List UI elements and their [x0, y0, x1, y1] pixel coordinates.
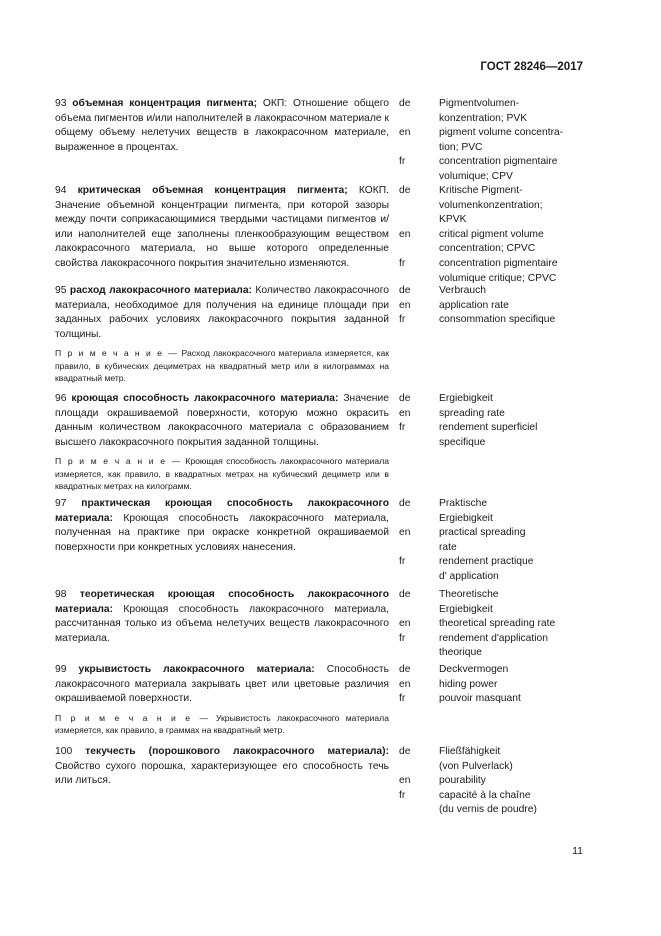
term-name: объемная концентрация пигмента; [72, 98, 258, 109]
equivalent-line [399, 213, 594, 228]
term-number: 100 [55, 746, 73, 757]
language-code [399, 570, 439, 585]
equivalent-term: Kritische Pigment- [439, 185, 523, 196]
term-text: Кроющая способность лакокрасочного материала, рассчитанная только из объема нелетучих веществ лакокрасочного материала. [55, 603, 389, 644]
language-code: de [399, 285, 411, 296]
equivalent-term: application rate [439, 299, 509, 311]
equivalent-line [399, 170, 594, 185]
equivalent-term: consommation specifique [439, 314, 556, 326]
equivalent-line [399, 789, 594, 804]
note-label: П р и м е ч а н и е — [55, 348, 179, 359]
equivalent-term: volumique; CPV [439, 170, 513, 182]
term-number: 95 [55, 285, 67, 296]
note-text: Кроющая способность лакокрасочного материала измеряется, как правило, в квадратных метрах на кубический дециметр или в квадратных метрах на килограмм. [55, 456, 390, 491]
equivalent-term: rendement d'application [439, 632, 549, 644]
term-text: ОКП: Отношение общего объема пигментов и/или наполнителей в лакокрасочном материале к общему объему нелетучих веществ в лакокрасочном материале, выраженное в процентах. [55, 98, 389, 153]
equivalent-term: pouvoir masquant [439, 693, 521, 705]
language-code: en [399, 127, 411, 139]
language-code [399, 141, 439, 156]
equivalent-line [399, 745, 594, 760]
term-number: 99 [55, 664, 67, 675]
equivalent-term: capacité à la chaîne [439, 789, 531, 801]
equivalent-line [399, 299, 594, 314]
term-note [55, 455, 389, 492]
equivalent-line [399, 678, 594, 693]
language-code: fr [399, 422, 406, 434]
term-definition [55, 392, 389, 492]
equivalent-term: hiding power [439, 678, 498, 690]
language-code [399, 603, 439, 618]
term-name: текучесть (порошкового лакокрасочного материала): [85, 746, 389, 757]
equivalent-line [399, 126, 594, 141]
language-code [399, 112, 439, 127]
equivalent-term: critical pigment volume [439, 228, 544, 240]
equivalent-term: Praktische [439, 498, 488, 509]
equivalent-term: concentration; CPVC [439, 243, 536, 255]
equivalent-line [399, 436, 594, 451]
language-code [399, 760, 439, 775]
language-code: fr [399, 156, 406, 168]
language-code: de [399, 664, 411, 675]
language-code: fr [399, 789, 406, 801]
equivalent-term: Ergiebigkeit [439, 603, 493, 615]
equivalent-term: (von Pulverlack) [439, 760, 513, 772]
equivalent-line [399, 526, 594, 541]
language-code: en [399, 527, 411, 539]
equivalent-term: Deckvermogen [439, 664, 509, 675]
equivalent-term: spreading rate [439, 407, 505, 419]
equivalent-line [399, 141, 594, 156]
term-note [55, 347, 389, 384]
language-code [399, 242, 439, 257]
equivalent-term: volumenkonzentration; [439, 199, 543, 211]
equivalent-term: rendement superficiel [439, 422, 538, 434]
language-code [399, 436, 439, 451]
language-code: de [399, 498, 411, 509]
term-number: 98 [55, 589, 67, 600]
equivalent-term: concentration pigmentaire [439, 257, 558, 269]
equivalent-line [399, 284, 594, 299]
term-text: Кроющая способность лакокрасочного материала, полученная на практике при окраске конкретной окрашиваемой поверхности при конкретных условиях нанесения. [55, 512, 389, 553]
term-name: расход лакокрасочного материала: [69, 285, 252, 296]
document-header: ГОСТ 28246—2017 [480, 61, 583, 73]
language-code: fr [399, 556, 406, 568]
language-code: fr [399, 632, 406, 644]
language-code [399, 213, 439, 228]
language-code: de [399, 589, 411, 600]
term-definition [55, 663, 389, 736]
foreign-equivalents [399, 97, 594, 185]
foreign-equivalents [399, 497, 594, 585]
equivalent-term: pourability [439, 775, 486, 787]
term-name: практическая кроющая способность лакокрасочного материала: [55, 498, 389, 524]
language-code [399, 646, 439, 661]
equivalent-line [399, 242, 594, 257]
note-label: П р и м е ч а н и е — [55, 712, 210, 723]
term-name: укрывистость лакокрасочного материала: [78, 664, 315, 675]
language-code: en [399, 228, 411, 240]
equivalent-line [399, 199, 594, 214]
language-code: en [399, 678, 411, 690]
language-code: en [399, 775, 411, 787]
equivalent-line [399, 588, 594, 603]
equivalent-term: theoretical spreading rate [439, 618, 556, 630]
term-text: Значение площади окрашиваемой поверхности, которую можно окрасить данным количеством лакокрасочного материала с образованием высшего лакокрасочного покрытия заданной толщины. [55, 393, 389, 448]
language-code [399, 803, 439, 818]
term-text: Свойство сухого порошка, характеризующее его способность течь или литься. [55, 760, 389, 787]
equivalent-term: (du vernis de poudre) [439, 804, 537, 816]
equivalent-line [399, 632, 594, 647]
term-name: кроющая способность лакокрасочного материала: [71, 393, 339, 404]
note-text: Укрывистость лакокрасочного материала измеряется, как правило, в граммах на квадратный метр. [55, 712, 389, 735]
equivalent-line [399, 155, 594, 170]
language-code [399, 512, 439, 527]
equivalent-line [399, 663, 594, 678]
equivalent-term: pigment volume concentra- [439, 127, 564, 139]
term-number: 97 [55, 498, 67, 509]
language-code [399, 199, 439, 214]
foreign-equivalents [399, 745, 594, 818]
equivalent-line [399, 760, 594, 775]
term-number: 93 [55, 98, 67, 109]
equivalent-term: concentration pigmentaire [439, 156, 558, 168]
equivalent-term: rate [439, 541, 457, 553]
equivalent-line [399, 692, 594, 707]
term-definition [55, 588, 389, 646]
equivalent-term: practical spreading [439, 527, 526, 539]
term-number: 96 [55, 393, 67, 404]
language-code: de [399, 393, 411, 404]
equivalent-line [399, 97, 594, 112]
equivalent-term: volumique critique; CPVC [439, 272, 557, 284]
term-definition [55, 97, 389, 155]
term-definition [55, 184, 389, 272]
equivalent-term: konzentration; PVK [439, 112, 528, 124]
note-text: Расход лакокрасочного материала измеряется, как правило, в кубических дециметрах на квадратный метр или в килограммах на квадратный метр. [55, 348, 389, 383]
term-definition [55, 497, 389, 555]
equivalent-line [399, 184, 594, 199]
foreign-equivalents [399, 392, 594, 450]
equivalent-term: theorique [439, 647, 482, 659]
term-number: 94 [55, 185, 67, 196]
equivalent-line [399, 407, 594, 422]
language-code: fr [399, 314, 406, 326]
foreign-equivalents [399, 588, 594, 661]
note-label: П р и м е ч а н и е — [55, 456, 182, 467]
equivalent-line [399, 617, 594, 632]
equivalent-term: Ergiebigkeit [439, 512, 493, 524]
equivalent-line [399, 313, 594, 328]
equivalent-line [399, 228, 594, 243]
term-definition [55, 284, 389, 384]
equivalent-line [399, 497, 594, 512]
equivalent-term: rendement practique [439, 556, 534, 568]
language-code: de [399, 746, 411, 757]
equivalent-term: Fließfähigkeit [439, 746, 501, 757]
language-code [399, 170, 439, 185]
term-text: Количество лакокрасочного материала, необходимое для получения на единице площади при заданных рабочих условиях лакокрасочного покрытия заданной толщины. [55, 285, 389, 340]
language-code: de [399, 185, 411, 196]
equivalent-line [399, 570, 594, 585]
equivalent-term: specifique [439, 436, 486, 448]
equivalent-term: KPVK [439, 214, 467, 226]
term-text: Способность лакокрасочного материала закрывать цвет или цветовые различия окрашиваемой поверхности. [55, 664, 389, 705]
equivalent-term: tion; PVC [439, 141, 483, 153]
equivalent-term: Verbrauch [439, 285, 486, 296]
equivalent-line [399, 646, 594, 661]
foreign-equivalents [399, 284, 594, 328]
page-number: 11 [572, 845, 583, 857]
foreign-equivalents [399, 663, 594, 707]
equivalent-line [399, 774, 594, 789]
equivalent-line [399, 541, 594, 556]
term-definition [55, 745, 389, 789]
term-note [55, 712, 389, 736]
equivalent-line [399, 112, 594, 127]
term-name: теоретическая кроющая способность лакокрасочного материала: [55, 589, 389, 615]
equivalent-line [399, 421, 594, 436]
language-code: en [399, 407, 411, 419]
equivalent-line [399, 512, 594, 527]
equivalent-line [399, 603, 594, 618]
equivalent-line [399, 257, 594, 272]
equivalent-term: Ergiebigkeit [439, 393, 493, 404]
equivalent-line [399, 803, 594, 818]
language-code: de [399, 98, 411, 109]
equivalent-line [399, 392, 594, 407]
equivalent-term: d' application [439, 570, 499, 582]
language-code: fr [399, 693, 406, 705]
language-code: en [399, 618, 411, 630]
equivalent-term: Theoretische [439, 589, 499, 600]
equivalent-term: Pigmentvolumen- [439, 98, 520, 109]
language-code [399, 541, 439, 556]
language-code: en [399, 299, 411, 311]
term-text: КОКП. Значение объемной концентрации пигмента, при которой зазоры между почти соприкасающимися твердыми частицами пигментов и/или наполнителей еще заполнены пленкообразующим веществом лакокрасочного материала, но выше которого определенные свойства лакокрасочного покрытия значительно изменяются. [55, 185, 389, 269]
language-code: fr [399, 257, 406, 269]
equivalent-line [399, 555, 594, 570]
term-name: критическая объемная концентрация пигмента; [77, 185, 348, 196]
foreign-equivalents [399, 184, 594, 286]
